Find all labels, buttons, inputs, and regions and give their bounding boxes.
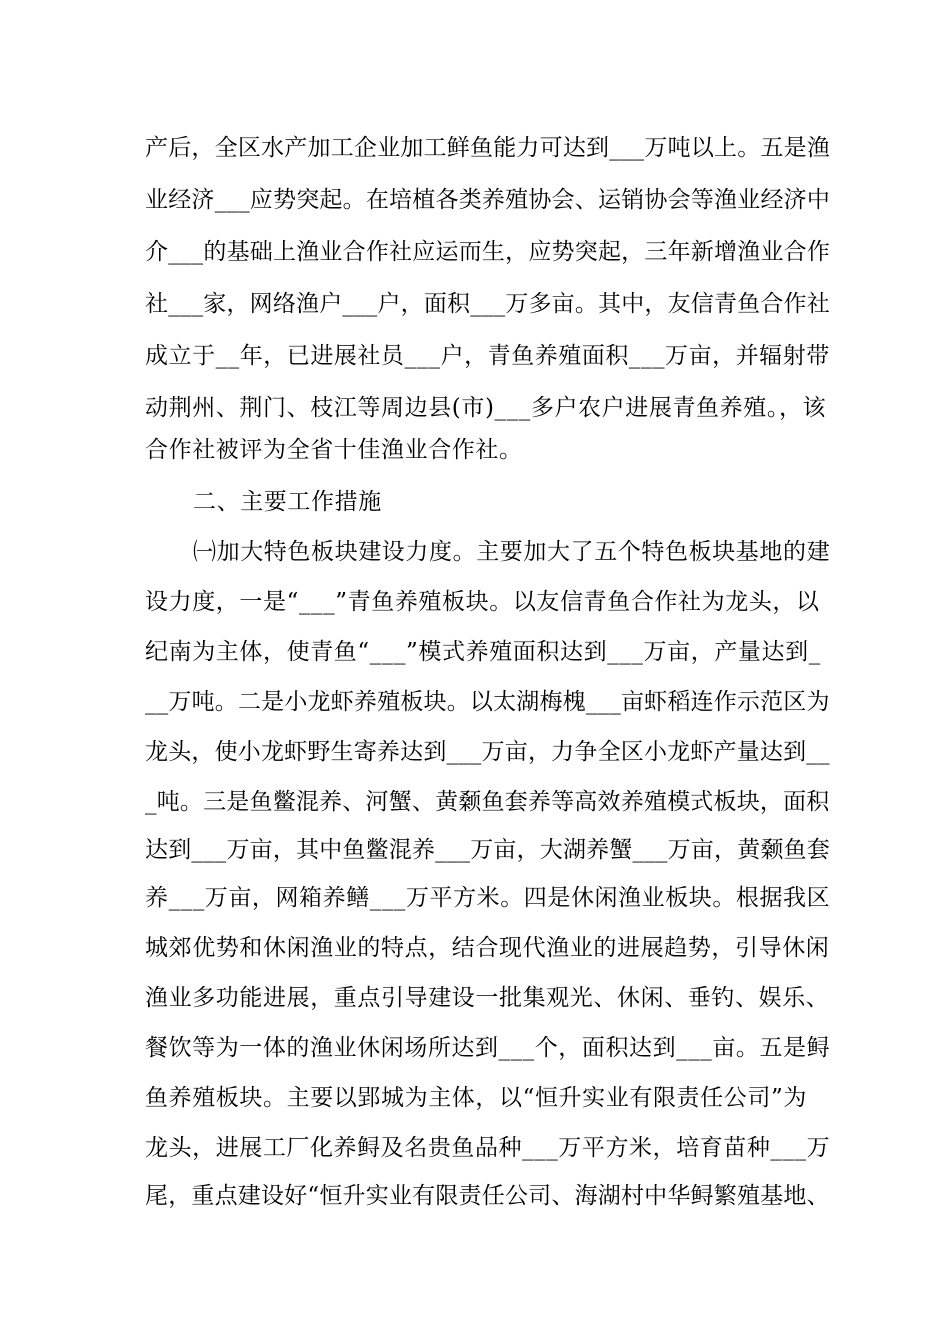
text-line-4: 社___家，网络渔户___户，面积___万多亩。其中，友信青鱼合作社 bbox=[145, 291, 830, 317]
text-line-13: 龙头，使小龙虾野生寄养达到___万亩，力争全区小龙虾产量达到__ bbox=[145, 739, 830, 765]
text-line-14: _吨。三是鱼鳖混养、河蟹、黄颡鱼套养等高效养殖模式板块，面积 bbox=[145, 789, 830, 815]
text-line-10: 设力度，一是“___”青鱼养殖板块。以友信青鱼合作社为龙头，以 bbox=[145, 589, 820, 615]
text-line-20: 鱼养殖板块。主要以郢城为主体，以“恒升实业有限责任公司”为 bbox=[145, 1085, 807, 1111]
text-line-22: 尾，重点建设好“恒升实业有限责任公司、海湖村中华鲟繁殖基地、 bbox=[145, 1183, 830, 1209]
text-line-19: 餐饮等为一体的渔业休闲场所达到___个，面积达到___亩。五是鲟 bbox=[145, 1035, 831, 1061]
text-line-11: 纪南为主体，使青鱼“___”模式养殖面积达到___万亩，产量达到_ bbox=[145, 639, 821, 665]
text-line-3: 介___的基础上渔业合作社应运而生，应势突起，三年新增渔业合作 bbox=[145, 239, 831, 265]
text-line-15: 达到___万亩，其中鱼鳖混养___万亩，大湖养蟹___万亩，黄颡鱼套 bbox=[145, 837, 830, 863]
text-line-9: ㈠加大特色板块建设力度。主要加大了五个特色板块基地的建 bbox=[193, 539, 831, 565]
text-line-5: 成立于__年，已进展社员___户，青鱼养殖面积___万亩，并辐射带 bbox=[145, 343, 830, 369]
text-line-18: 渔业多功能进展，重点引导建设一批集观光、休闲、垂钓、娱乐、 bbox=[145, 985, 830, 1011]
text-line-16: 养___万亩，网箱养鳝___万平方米。四是休闲渔业板块。根据我区 bbox=[145, 885, 831, 911]
text-line-7: 合作社被评为全省十佳渔业合作社。 bbox=[145, 437, 523, 463]
text-line-17: 城郊优势和休闲渔业的特点，结合现代渔业的进展趋势，引导休闲 bbox=[145, 935, 830, 961]
text-line-21: 龙头，进展工厂化养鲟及名贵鱼品种___万平方米，培育苗种___万 bbox=[145, 1135, 831, 1161]
text-line-1: 产后，全区水产加工企业加工鲜鱼能力可达到___万吨以上。五是渔 bbox=[145, 135, 831, 161]
text-line-6: 动荆州、荆门、枝江等周边县(市)___多户农户进展青鱼养殖。，该 bbox=[145, 395, 827, 421]
section-heading: 二、主要工作措施 bbox=[193, 489, 382, 515]
text-line-12: __万吨。二是小龙虾养殖板块。以太湖梅槐___亩虾稻连作示范区为 bbox=[145, 689, 830, 715]
text-line-2: 业经济___应势突起。在培植各类养殖协会、运销协会等渔业经济中 bbox=[145, 187, 831, 213]
